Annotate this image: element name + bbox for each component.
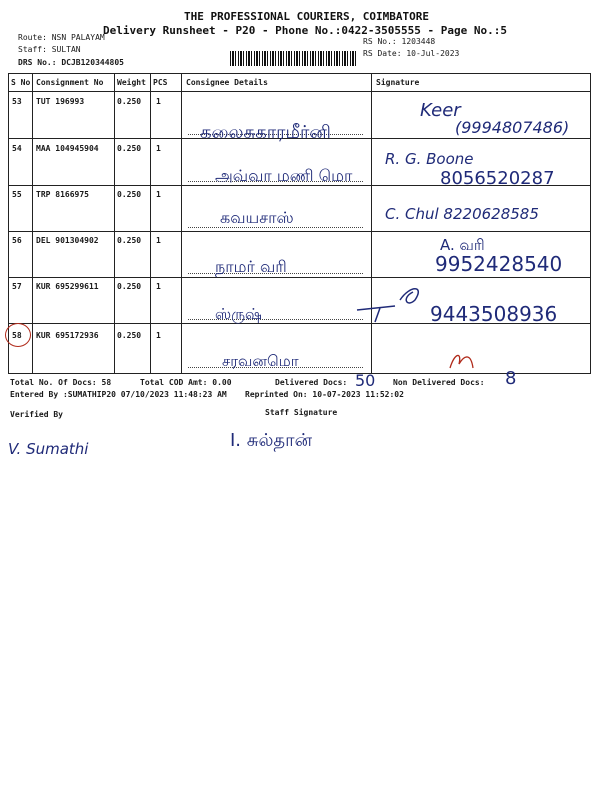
row-weight: 0.250 bbox=[117, 236, 142, 245]
consignee-handwriting: நாமர் வரி bbox=[215, 257, 287, 276]
delivered-docs-label: Delivered Docs: bbox=[275, 378, 348, 387]
rs-date: RS Date: 10-Jul-2023 bbox=[363, 49, 460, 58]
row-consignment: KUR 695172936 bbox=[36, 331, 99, 340]
consignee-handwriting: சரவனமொ bbox=[222, 352, 299, 370]
phone-53: (9994807486) bbox=[455, 118, 570, 137]
consignee-handwriting: அவ்வா மணி மொ bbox=[215, 166, 353, 185]
row-weight: 0.250 bbox=[117, 97, 142, 106]
col-header-weight: Weight bbox=[117, 78, 146, 87]
row-pcs: 1 bbox=[156, 331, 161, 340]
col-header-signature: Signature bbox=[376, 78, 420, 87]
col-header-consignment: Consignment No bbox=[36, 78, 104, 87]
row-weight: 0.250 bbox=[117, 282, 142, 291]
col-header-consignee: Consignee Details bbox=[186, 78, 268, 87]
staff-signature: I. சுல்தான் bbox=[230, 430, 313, 451]
entered-by: Entered By :SUMATHIP20 07/10/2023 11:48:23 AM bbox=[10, 390, 227, 399]
verified-by-label: Verified By bbox=[10, 410, 63, 419]
rs-number: RS No.: 1203448 bbox=[363, 37, 436, 46]
signature-58-red-mark bbox=[447, 350, 477, 375]
row-sno: 53 bbox=[12, 97, 22, 106]
row-consignment: TRP 8166975 bbox=[36, 190, 89, 199]
staff-signature-label: Staff Signature bbox=[265, 408, 338, 417]
row-sno: 55 bbox=[12, 190, 22, 199]
phone-56: 9952428540 bbox=[435, 252, 563, 276]
total-cod: Total COD Amt: 0.00 bbox=[140, 378, 232, 387]
non-delivered-docs-value: 8 bbox=[505, 368, 517, 389]
reprinted-on: Reprinted On: 10-07-2023 11:52:02 bbox=[245, 390, 404, 399]
row-consignment: MAA 104945904 bbox=[36, 144, 99, 153]
verified-signature: V. Sumathi bbox=[8, 440, 89, 458]
signature-55: C. Chul 8220628585 bbox=[385, 205, 539, 223]
signature-53: Keer bbox=[420, 100, 461, 121]
non-delivered-docs-label: Non Delivered Docs: bbox=[393, 378, 485, 387]
row-pcs: 1 bbox=[156, 236, 161, 245]
row-consignment: DEL 901304902 bbox=[36, 236, 99, 245]
staff-text: Staff: SULTAN bbox=[18, 45, 81, 54]
col-header-sno: S No bbox=[11, 78, 31, 87]
row-pcs: 1 bbox=[156, 144, 161, 153]
signature-54: R. G. Boone bbox=[385, 150, 474, 168]
drs-number: DRS No.: DCJB120344805 bbox=[18, 58, 124, 67]
row-58-circle-mark bbox=[5, 323, 31, 347]
route-text: Route: NSN PALAYAM bbox=[18, 33, 105, 42]
delivered-docs-value: 50 bbox=[355, 371, 376, 390]
barcode bbox=[230, 51, 357, 66]
row-pcs: 1 bbox=[156, 190, 161, 199]
total-docs: Total No. Of Docs: 58 bbox=[10, 378, 112, 387]
signature-57-scribble bbox=[355, 280, 430, 325]
row-sno: 56 bbox=[12, 236, 22, 245]
consignee-handwriting: கவயசாஸ் bbox=[220, 208, 294, 227]
row-sno: 54 bbox=[12, 144, 22, 153]
phone-57: 9443508936 bbox=[430, 302, 558, 326]
consignee-handwriting: கலைசுகாரமீர்னி bbox=[200, 122, 331, 143]
row-pcs: 1 bbox=[156, 97, 161, 106]
row-sno: 57 bbox=[12, 282, 22, 291]
consignee-handwriting: ஸ்ருஷ் bbox=[215, 305, 262, 323]
phone-54: 8056520287 bbox=[440, 168, 555, 189]
row-weight: 0.250 bbox=[117, 144, 142, 153]
row-consignment: KUR 695299611 bbox=[36, 282, 99, 291]
signature-56: A. வரி bbox=[440, 236, 485, 254]
col-header-pcs: PCS bbox=[153, 78, 168, 87]
runsheet-title: Delivery Runsheet - P20 - Phone No.:0422-3505555 - Page No.:5 bbox=[103, 24, 507, 37]
row-pcs: 1 bbox=[156, 282, 161, 291]
row-consignment: TUT 196993 bbox=[36, 97, 85, 106]
row-weight: 0.250 bbox=[117, 331, 142, 340]
row-weight: 0.250 bbox=[117, 190, 142, 199]
company-name: THE PROFESSIONAL COURIERS, COIMBATORE bbox=[184, 10, 430, 23]
row-sno: 58 bbox=[12, 331, 22, 340]
